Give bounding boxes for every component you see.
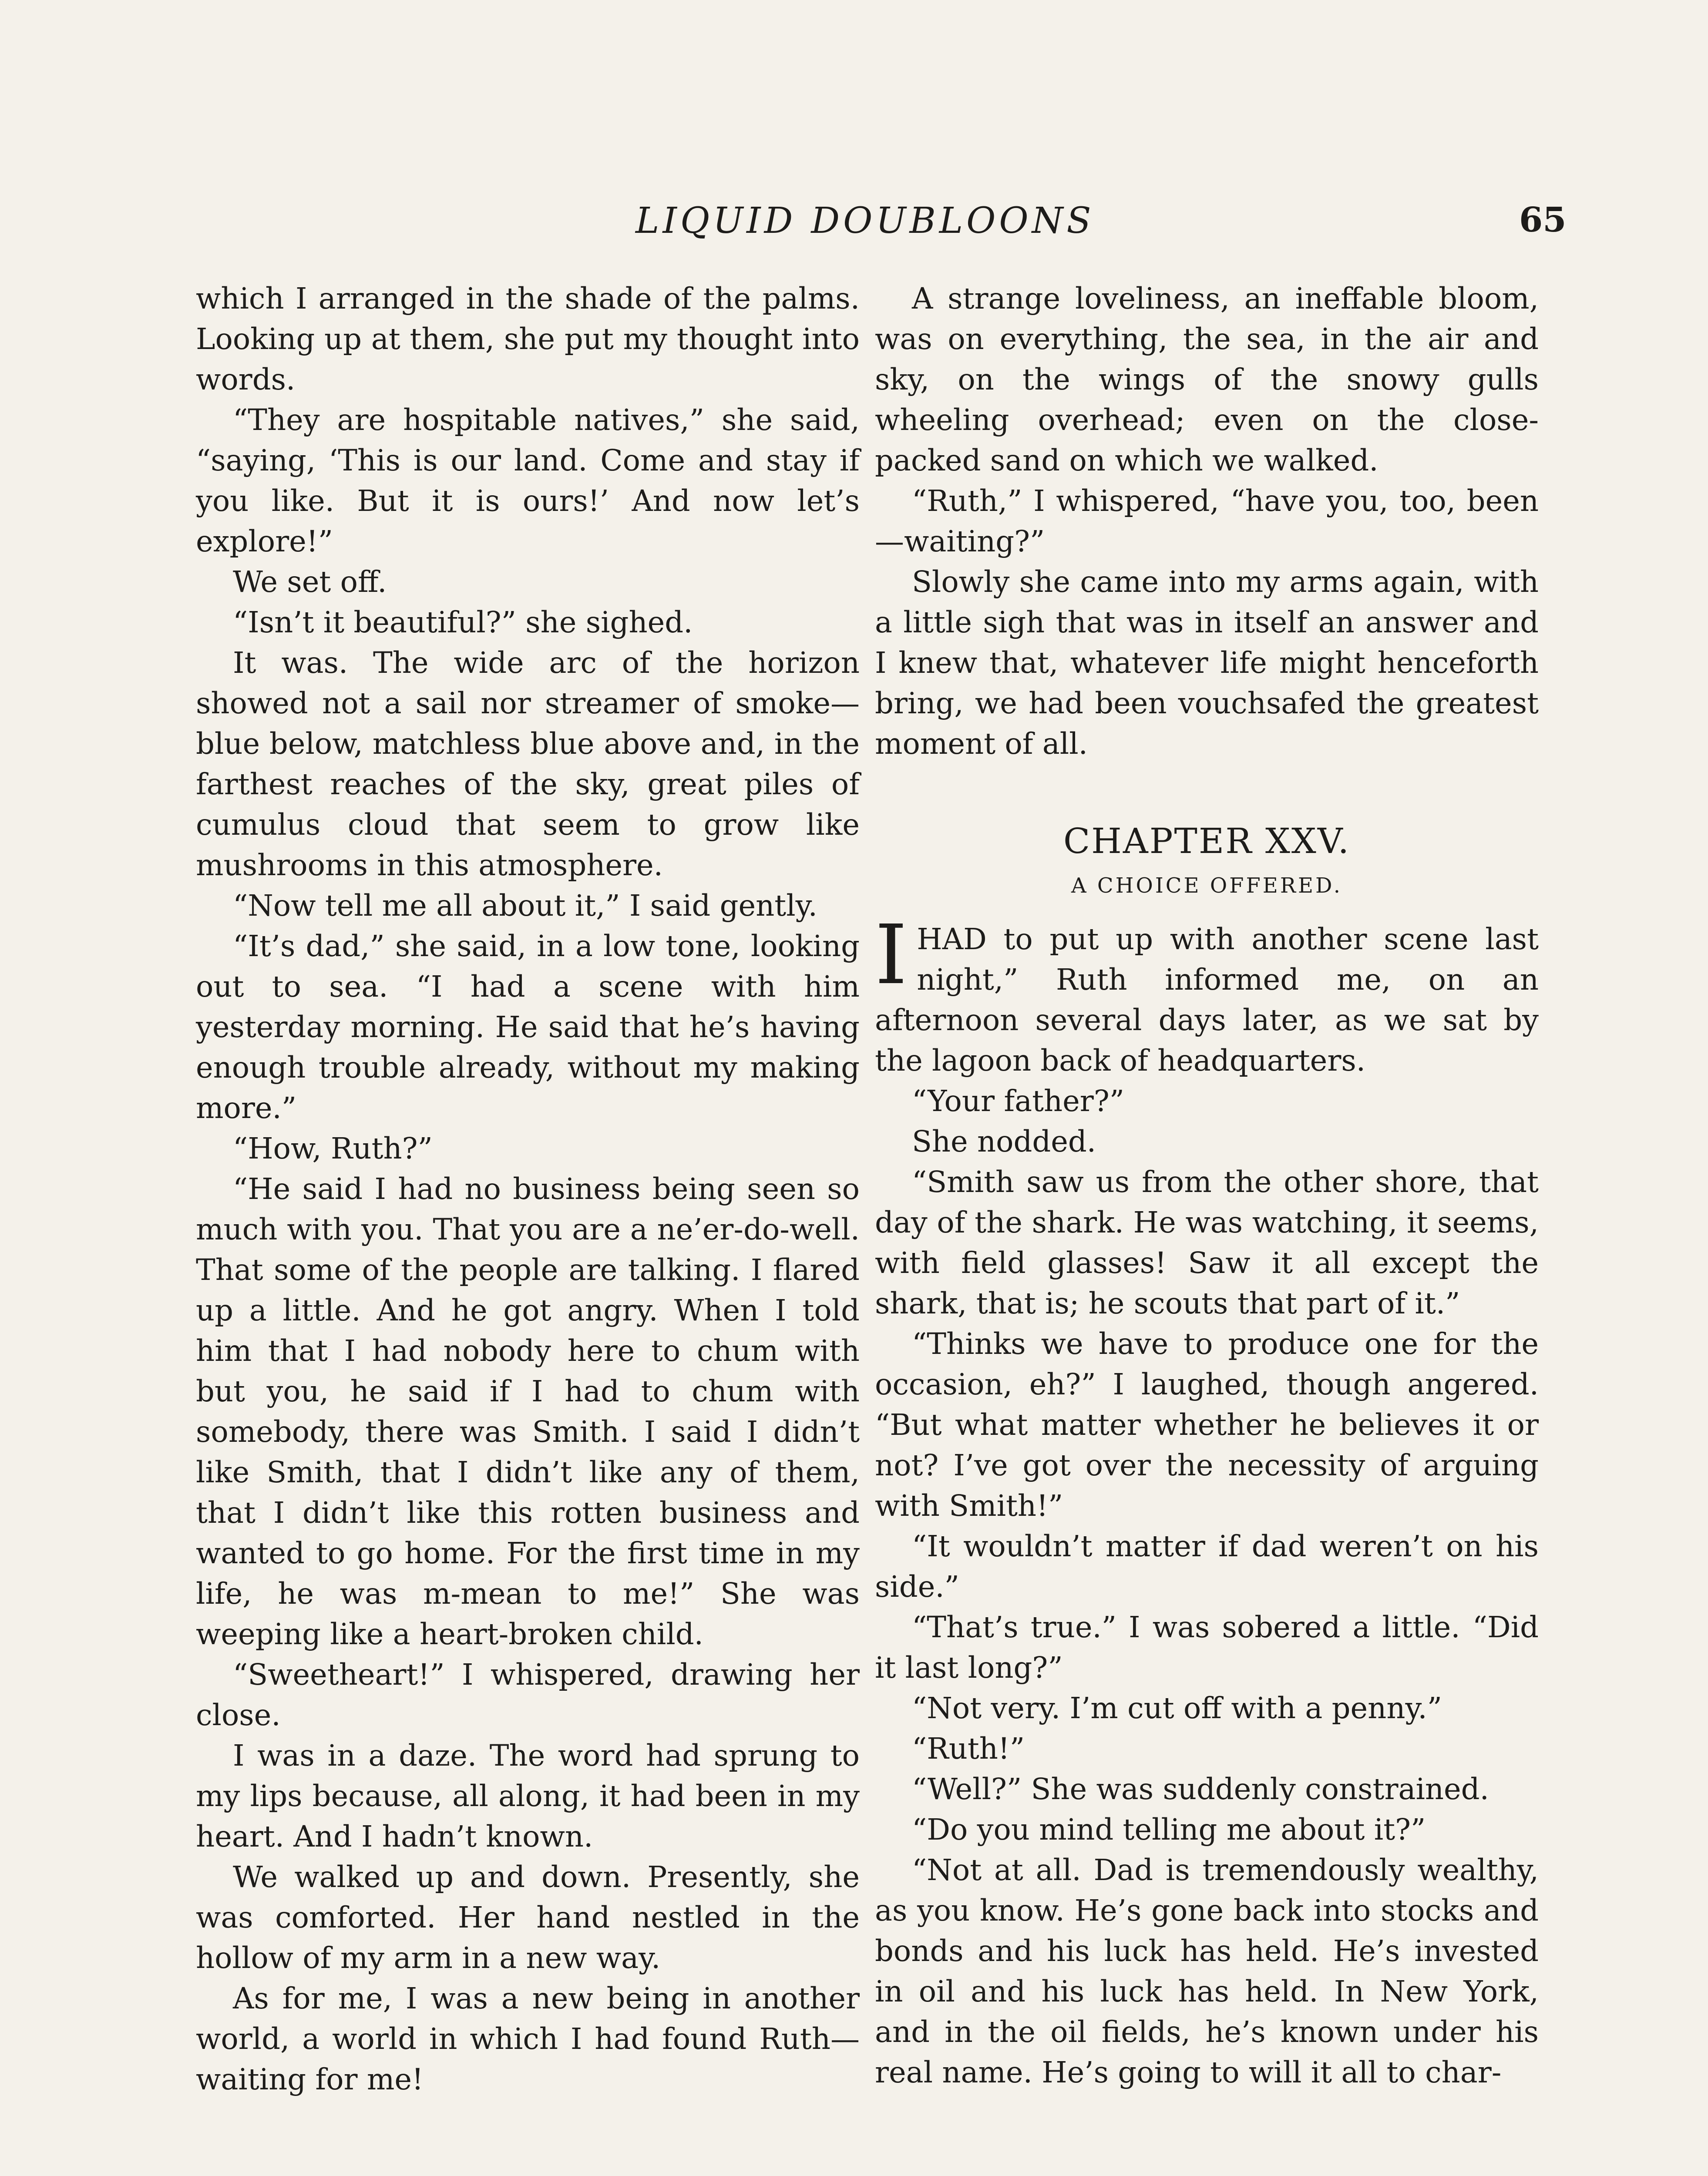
chapter-heading: CHAPTER XXV. — [1063, 821, 1351, 861]
paragraph: “Your father?” — [912, 1084, 1125, 1118]
paragraph: We set off. — [233, 565, 387, 599]
paragraph: “Not at all. Dad is tremendously wealthy, as you know. He’s gone back into stocks and bonds and his luck has held. He’s invested in oil and his luck has held. In New York, and in the oil fields, he’s known under his real name. He’s going to will it all to char- — [875, 1853, 1539, 2089]
paragraph: “They are hospitable natives,” she said, “saying, ‘This is our land. Come and stay if you like. But it is ours!’ And now let’s explore!” — [196, 403, 860, 558]
paragraph: “He said I had no business being seen so much with you. That you are a ne’er-do-well. That some of the people are talking. I flared up a little. And he got angry. When I told him that I had nobody here to chum with but you, he said if I had to chum with somebody, there was Smith. I said I didn’t like Smith, that I didn’t like any of them, that I didn’t like this rotten business and wanted to go home. For the first time in my life, he was m-mean to me!” She was weeping like a heart-broken child. — [196, 1172, 860, 1651]
right-column-top — [875, 279, 1539, 764]
chapter-subtitle: A CHOICE OFFERED. — [1071, 873, 1343, 898]
left-column — [196, 279, 860, 2100]
paragraph: It was. The wide arc of the horizon showed not a sail nor streamer of smoke—blue below, matchless blue above and, in the farthest reaches of the sky, great piles of cumulus cloud that seem to grow like mushrooms in this atmosphere. — [196, 646, 860, 882]
paragraph: “Not very. I’m cut off with a penny.” — [912, 1691, 1442, 1725]
chapter-first-paragraph — [875, 907, 1539, 1081]
running-head: LIQUID DOUBLOONS — [635, 200, 1095, 242]
paragraph: which I arranged in the shade of the palms. Looking up at them, she put my thought into words. — [196, 282, 860, 396]
paragraph: Slowly she came into my arms again, with a little sigh that was in itself an answer and I knew that, whatever life might henceforth bring, we had been vouchsafed the greatest moment of all. — [875, 565, 1539, 761]
right-column — [875, 279, 1539, 2093]
paragraph: “Smith saw us from the other shore, that day of the shark. He was watching, it seems, with field glasses! Saw it all except the shark, that is; he scouts that part of it.” — [875, 1165, 1539, 1320]
paragraph: A strange loveliness, an ineffable bloom, was on everything, the sea, in the air and sky, on the wings of the snowy gulls wheeling overhead; even on the close-packed sand on which we walked. — [875, 282, 1539, 477]
paragraph: “Ruth!” — [912, 1732, 1025, 1766]
paragraph: “It wouldn’t matter if dad weren’t on his side.” — [875, 1529, 1539, 1604]
right-column-bottom — [875, 1081, 1539, 2093]
paragraph: “Sweetheart!” I whispered, drawing her close. — [196, 1658, 860, 1732]
paragraph: “How, Ruth?” — [233, 1132, 433, 1165]
page-number: 65 — [1519, 200, 1567, 240]
paragraph: “Thinks we have to produce one for the occasion, eh?” I laughed, though angered. “But what matter whether he believes it or not? I’ve got over the necessity of arguing with Smith!” — [875, 1327, 1539, 1523]
paragraph: “Isn’t it beautiful?” she sighed. — [233, 605, 693, 639]
paragraph: “Ruth,” I whispered, “have you, too, been—waiting?” — [875, 484, 1539, 558]
paragraph: As for me, I was a new being in another world, a world in which I had found Ruth—waiting for me! — [196, 1981, 860, 2096]
drop-cap: I — [875, 907, 908, 1003]
paragraph: “Now tell me all about it,” I said gently. — [233, 889, 817, 923]
first-paragraph-text: HAD to put up with another scene last night,” Ruth informed me, on an afternoon several days later, as we sat by the lagoon back of headquarters. — [875, 922, 1539, 1078]
paragraph: She nodded. — [912, 1125, 1096, 1159]
paragraph: “Well?” She was suddenly constrained. — [912, 1772, 1489, 1806]
paragraph: “Do you mind telling me about it?” — [912, 1813, 1426, 1847]
paragraph: I was in a daze. The word had sprung to my lips because, all along, it had been in my heart. And I hadn’t known. — [196, 1739, 860, 1854]
paragraph: “That’s true.” I was sobered a little. “Did it last long?” — [875, 1610, 1539, 1685]
paragraph: We walked up and down. Presently, she was comforted. Her hand nestled in the hollow of my arm in a new way. — [196, 1860, 860, 1975]
paragraph: “It’s dad,” she said, in a low tone, looking out to sea. “I had a scene with him yesterday morning. He said that he’s having enough trouble already, without my making more.” — [196, 929, 860, 1125]
